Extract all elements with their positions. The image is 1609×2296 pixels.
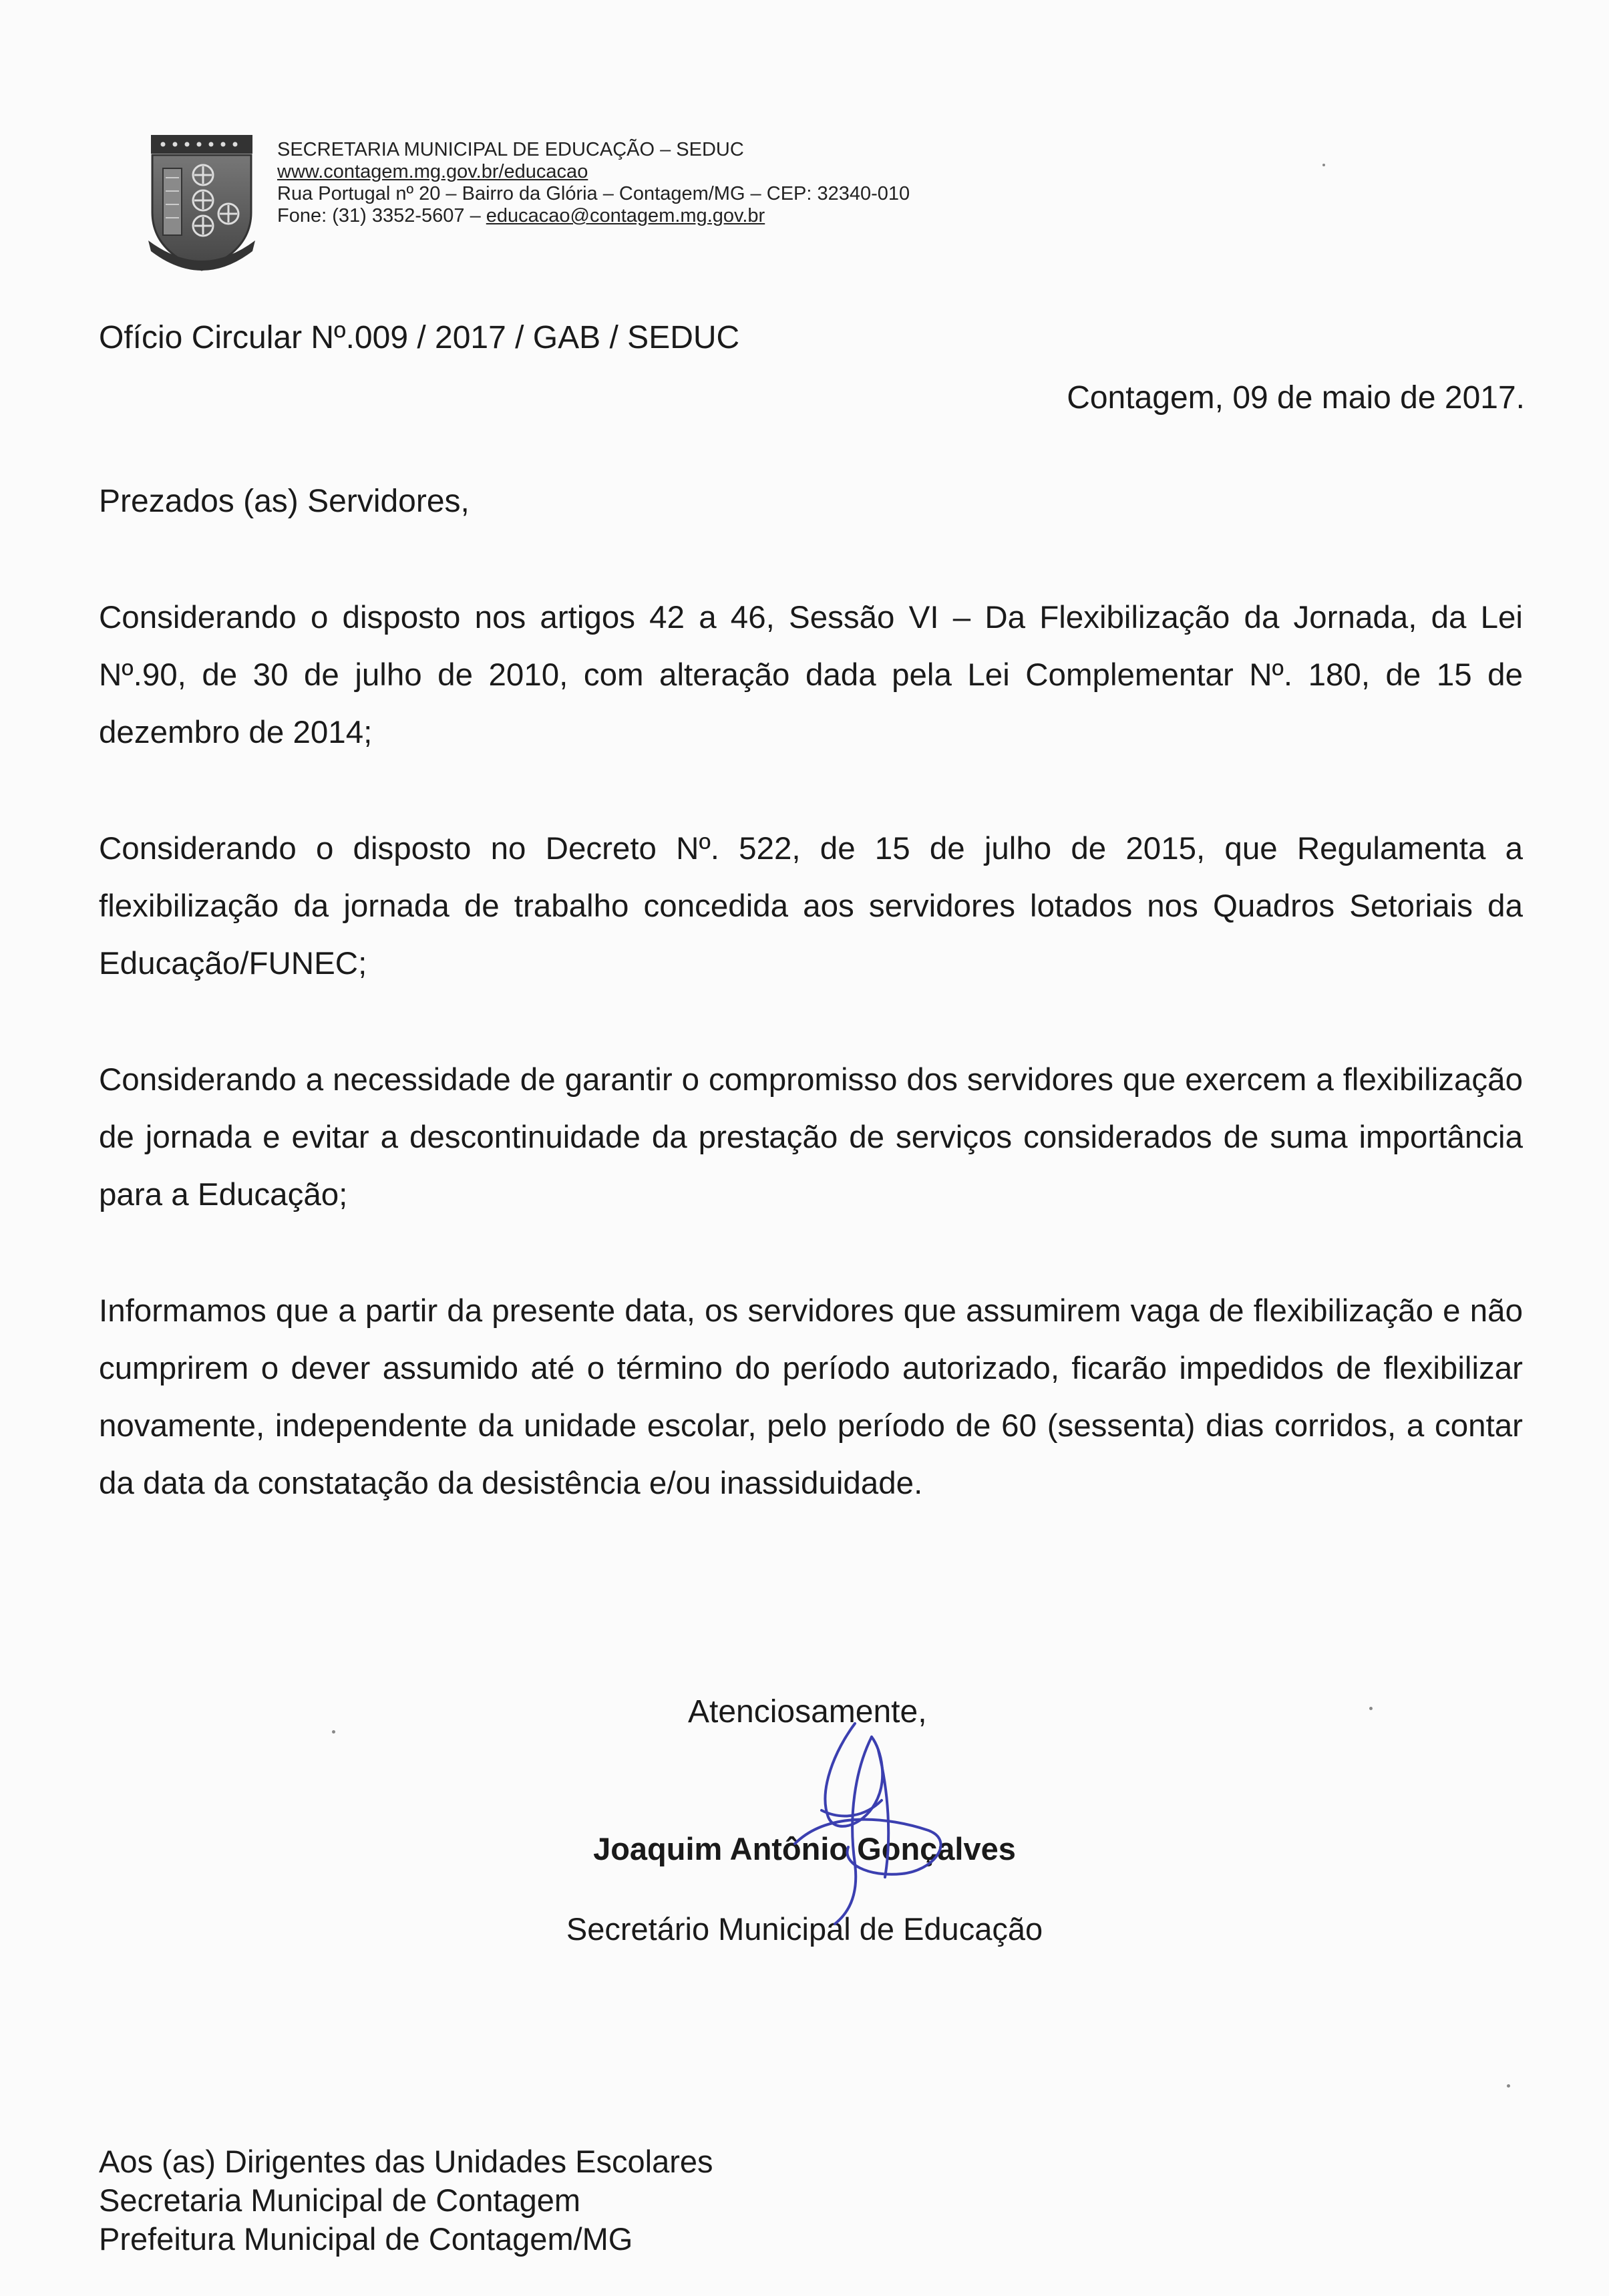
- org-name: SECRETARIA MUNICIPAL DE EDUCAÇÃO – SEDUC: [277, 139, 744, 160]
- scan-speck: [1322, 164, 1325, 166]
- email-link[interactable]: educacao@contagem.mg.gov.br: [486, 205, 765, 226]
- paragraph-3: Considerando a necessidade de garantir o compromisso dos servidores que exercem a flexibilização de jornada e evitar a descontinuidade da prestação de serviços considerados de suma importância para a Educação;: [99, 1062, 1523, 1212]
- contact-line: [277, 205, 910, 227]
- address: Rua Portugal nº 20 – Bairro da Glória – Contagem/MG – CEP: 32340-010: [277, 183, 910, 204]
- municipal-crest-icon: [148, 134, 255, 275]
- scan-speck: [332, 1730, 335, 1734]
- scan-speck: [1369, 1707, 1373, 1710]
- recipient-line: Aos (as) Dirigentes das Unidades Escolares: [99, 2144, 713, 2179]
- phone: Fone: (31) 3352-5607 –: [277, 205, 486, 226]
- website-link[interactable]: www.contagem.mg.gov.br/educacao: [277, 161, 588, 182]
- signer-name: Joaquim Antônio Gonçalves: [593, 1831, 1016, 1866]
- handwritten-signature-icon: [755, 1710, 975, 1931]
- recipients-block: [99, 2142, 713, 2259]
- paragraph-2: Considerando o disposto no Decreto Nº. 522, de 15 de julho de 2015, que Regulamenta a flexibilização da jornada de trabalho concedida aos servidores lotados nos Quadros Setoriais da Educação/FUNEC;: [99, 831, 1523, 981]
- date-line: Contagem, 09 de maio de 2017.: [1067, 380, 1525, 416]
- greeting: Prezados (as) Servidores,: [99, 484, 470, 519]
- signer-role: Secretário Municipal de Educação: [566, 1911, 1043, 1947]
- recipient-line: Secretaria Municipal de Contagem: [99, 2182, 581, 2218]
- letterhead: [277, 139, 910, 227]
- paragraph-1: Considerando o disposto nos artigos 42 a 46, Sessão VI – Da Flexibilização da Jornada, da Lei Nº.90, de 30 de julho de 2010, com alteração dada pela Lei Complementar Nº. 180, de 15 de dezembro de 2014;: [99, 600, 1523, 750]
- scan-speck: [1507, 2084, 1510, 2088]
- document-reference: Ofício Circular Nº.009 / 2017 / GAB / SEDUC: [99, 320, 740, 355]
- paragraph-4: Informamos que a partir da presente data, os servidores que assumirem vaga de flexibilização e não cumprirem o dever assumido até o término do período autorizado, ficarão impedidos de flexibilizar novamente, independente da unidade escolar, pelo período de 60 (sessenta) dias corridos, a contar da data da constatação da desistência e/ou inassiduidade.: [99, 1293, 1523, 1501]
- closing: Atenciosamente,: [688, 1694, 927, 1730]
- recipient-line: Prefeitura Municipal de Contagem/MG: [99, 2221, 633, 2257]
